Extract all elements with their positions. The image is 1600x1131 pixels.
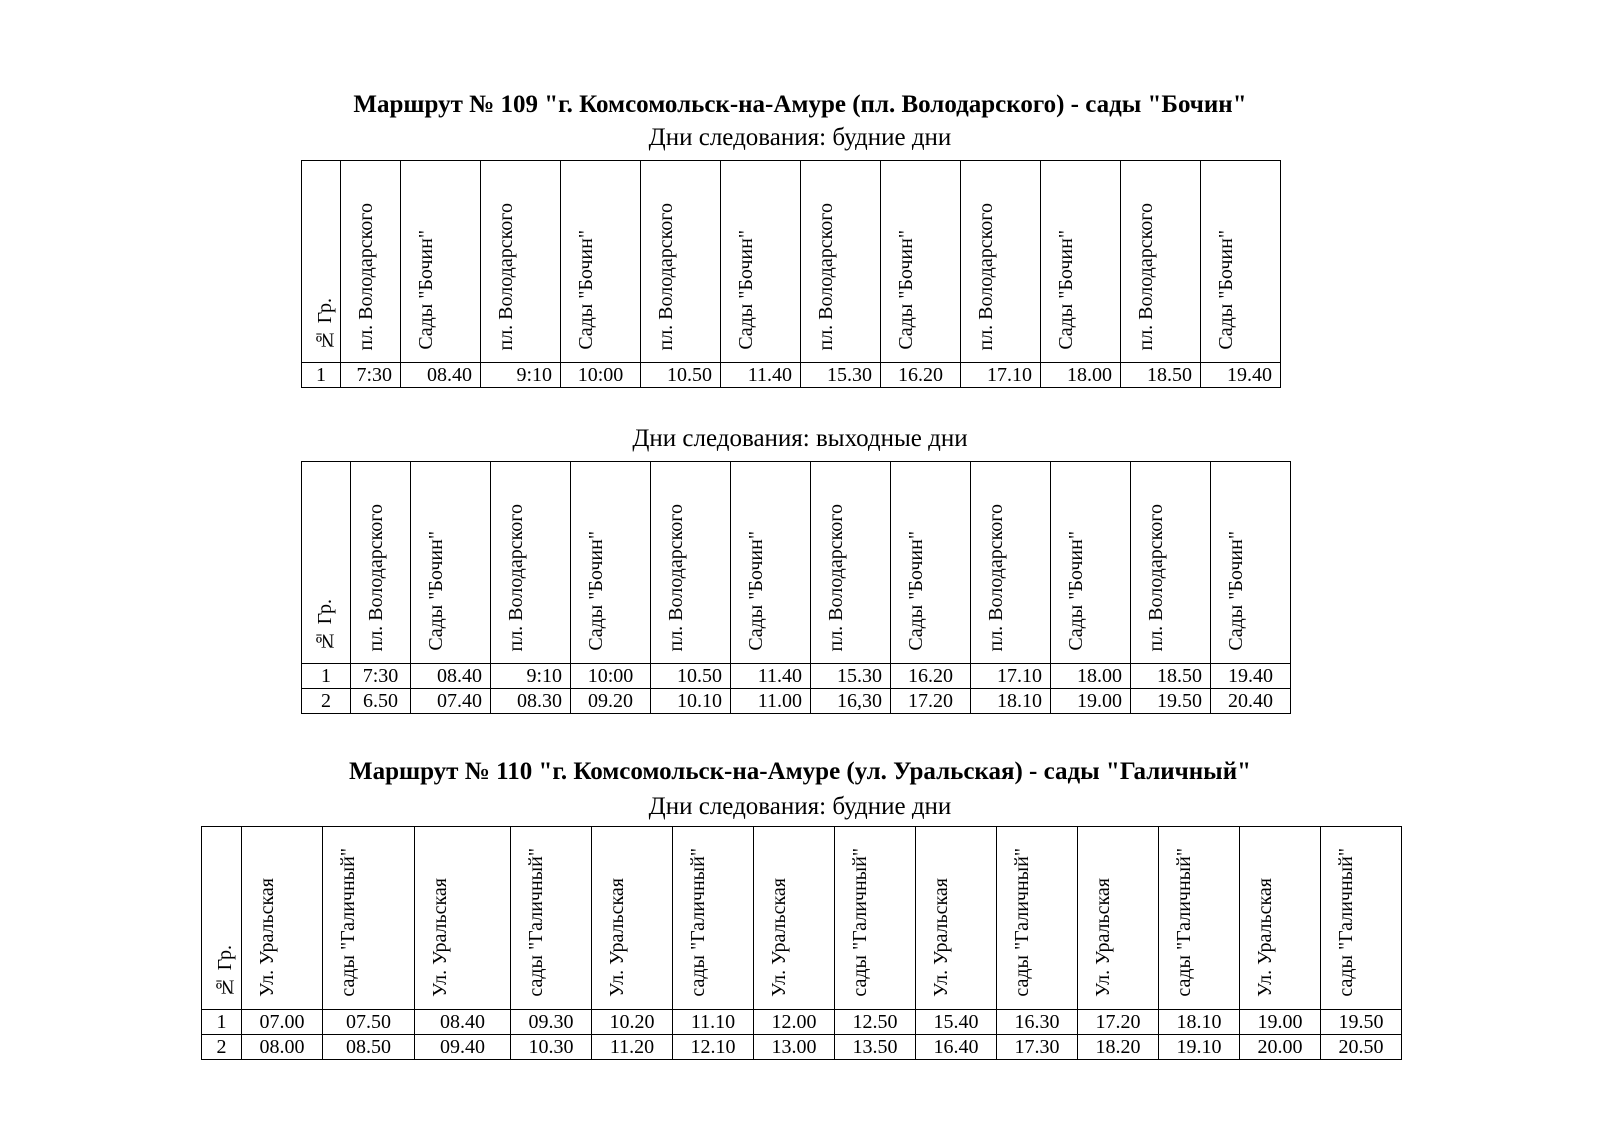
- stop-header: [961, 161, 1041, 363]
- time-cell: 18.20: [1078, 1035, 1159, 1060]
- time-cell: 9:10: [491, 664, 571, 689]
- time-cell: 18.10: [1159, 1010, 1240, 1035]
- time-cell: 12.00: [754, 1010, 835, 1035]
- stop-header: [881, 161, 961, 363]
- time-cell: 09.40: [415, 1035, 511, 1060]
- stop-header: [1201, 161, 1281, 363]
- header-label: пл. Володарского: [815, 202, 837, 350]
- stop-header: [971, 462, 1051, 664]
- stop-header: [571, 462, 651, 664]
- header-label: пл. Володарского: [1135, 202, 1157, 350]
- header-label: пл. Володарского: [1145, 503, 1167, 651]
- time-cell: 10.20: [592, 1010, 673, 1035]
- time-cell: 13.00: [754, 1035, 835, 1060]
- time-cell: 7:30: [341, 363, 401, 388]
- header-label: пл. Володарского: [495, 202, 517, 350]
- table-row: [302, 363, 1281, 388]
- stop-header: [351, 462, 411, 664]
- header-label: № Гр.: [214, 944, 236, 997]
- stop-header: [341, 161, 401, 363]
- header-label: сады "Галичный": [1011, 848, 1033, 997]
- time-cell: 17.10: [971, 664, 1051, 689]
- header-label: пл. Володарского: [505, 503, 527, 651]
- header-label: Ул. Уральская: [429, 878, 451, 997]
- time-cell: 7:30: [351, 664, 411, 689]
- header-label: Сады "Бочин": [745, 531, 767, 651]
- time-cell: 08.40: [401, 363, 481, 388]
- time-cell: 15.30: [801, 363, 881, 388]
- time-cell: 10.50: [651, 664, 731, 689]
- group-number-cell: 1: [302, 363, 341, 388]
- stop-header: [641, 161, 721, 363]
- header-label: сады "Галичный": [1173, 848, 1195, 997]
- route-109-weekends-table: [301, 461, 1291, 714]
- stop-header: [1211, 462, 1291, 664]
- time-cell: 16.40: [916, 1035, 997, 1060]
- time-cell: 09.30: [511, 1010, 592, 1035]
- time-cell: 11.10: [673, 1010, 754, 1035]
- time-cell: 20.00: [1240, 1035, 1321, 1060]
- stop-header: [401, 161, 481, 363]
- stop-header: [511, 827, 592, 1010]
- stop-header: [411, 462, 491, 664]
- route-110-weekdays-label: Дни следования: будние дни: [648, 793, 952, 820]
- group-number-header: [302, 161, 341, 363]
- time-cell: 10.30: [511, 1035, 592, 1060]
- stop-header: [754, 827, 835, 1010]
- time-cell: 11.00: [731, 689, 811, 714]
- time-cell: 18.00: [1051, 664, 1131, 689]
- stop-header: [721, 161, 801, 363]
- time-cell: 08.40: [415, 1010, 511, 1035]
- stop-header: [673, 827, 754, 1010]
- route-109-weekends-label: Дни следования: выходные дни: [632, 425, 968, 452]
- stop-header: [1240, 827, 1321, 1010]
- table-row: [202, 1010, 1402, 1035]
- stop-header: [1041, 161, 1121, 363]
- time-cell: 16.30: [997, 1010, 1078, 1035]
- header-label: Сады "Бочин": [905, 531, 927, 651]
- time-cell: 10:00: [561, 363, 641, 388]
- table-row: [302, 664, 1291, 689]
- header-label: сады "Галичный": [337, 848, 359, 997]
- time-cell: 19.40: [1201, 363, 1281, 388]
- group-number-cell: 1: [302, 664, 351, 689]
- time-cell: 09.20: [571, 689, 651, 714]
- header-label: сады "Галичный": [525, 848, 547, 997]
- header-label: пл. Володарского: [975, 202, 997, 350]
- time-cell: 10.10: [651, 689, 731, 714]
- time-cell: 16,30: [811, 689, 891, 714]
- time-cell: 19.10: [1159, 1035, 1240, 1060]
- header-label: пл. Володарского: [365, 503, 387, 651]
- time-cell: 13.50: [835, 1035, 916, 1060]
- header-label: Сады "Бочин": [1225, 531, 1247, 651]
- group-number-cell: 2: [302, 689, 351, 714]
- time-cell: 17.10: [961, 363, 1041, 388]
- route-109-title: Маршрут № 109 "г. Комсомольск-на-Амуре (пл. Володарского) - сады "Бочин": [353, 91, 1247, 118]
- header-label: Ул. Уральская: [256, 878, 278, 997]
- header-label: сады "Галичный": [1335, 848, 1357, 997]
- route-110-title: Маршрут № 110 "г. Комсомольск-на-Амуре (ул. Уральская) - сады "Галичный": [349, 758, 1251, 785]
- stop-header: [491, 462, 571, 664]
- time-cell: 18.50: [1121, 363, 1201, 388]
- header-label: пл. Володарского: [825, 503, 847, 651]
- header-label: пл. Володарского: [665, 503, 687, 651]
- header-label: Сады "Бочин": [415, 230, 437, 350]
- header-label: Ул. Уральская: [930, 878, 952, 997]
- time-cell: 18.00: [1041, 363, 1121, 388]
- time-cell: 19.00: [1051, 689, 1131, 714]
- route-109-weekdays-table: [301, 160, 1281, 388]
- header-label: Сады "Бочин": [425, 531, 447, 651]
- stop-header: [891, 462, 971, 664]
- stop-header: [1051, 462, 1131, 664]
- time-cell: 10:00: [571, 664, 651, 689]
- route-109-weekdays-label: Дни следования: будние дни: [648, 124, 952, 151]
- group-number-header: [202, 827, 242, 1010]
- header-label: сады "Галичный": [849, 848, 871, 997]
- time-cell: 11.40: [721, 363, 801, 388]
- stop-header: [916, 827, 997, 1010]
- stop-header: [415, 827, 511, 1010]
- stop-header: [481, 161, 561, 363]
- time-cell: 19.00: [1240, 1010, 1321, 1035]
- time-cell: 11.20: [592, 1035, 673, 1060]
- header-label: пл. Володарского: [355, 202, 377, 350]
- group-number-cell: 1: [202, 1010, 242, 1035]
- time-cell: 20.40: [1211, 689, 1291, 714]
- stop-header: [1121, 161, 1201, 363]
- header-label: Ул. Уральская: [606, 878, 628, 997]
- time-cell: 08.50: [323, 1035, 415, 1060]
- stop-header: [835, 827, 916, 1010]
- time-cell: 08.30: [491, 689, 571, 714]
- time-cell: 08.00: [242, 1035, 323, 1060]
- time-cell: 19.50: [1321, 1010, 1402, 1035]
- header-label: Сады "Бочин": [1065, 531, 1087, 651]
- time-cell: 18.10: [971, 689, 1051, 714]
- time-cell: 11.40: [731, 664, 811, 689]
- time-cell: 18.50: [1131, 664, 1211, 689]
- stop-header: [811, 462, 891, 664]
- header-label: Сады "Бочин": [1215, 230, 1237, 350]
- stop-header: [592, 827, 673, 1010]
- time-cell: 19.50: [1131, 689, 1211, 714]
- time-cell: 12.50: [835, 1010, 916, 1035]
- group-number-cell: 2: [202, 1035, 242, 1060]
- time-cell: 15.40: [916, 1010, 997, 1035]
- header-label: Ул. Уральская: [1254, 878, 1276, 997]
- time-cell: 10.50: [641, 363, 721, 388]
- stop-header: [561, 161, 641, 363]
- header-label: Ул. Уральская: [1092, 878, 1114, 997]
- group-number-header: [302, 462, 351, 664]
- time-cell: 17.20: [891, 689, 971, 714]
- stop-header: [242, 827, 323, 1010]
- stop-header: [1078, 827, 1159, 1010]
- stop-header: [651, 462, 731, 664]
- table-row: [302, 689, 1291, 714]
- time-cell: 19.40: [1211, 664, 1291, 689]
- stop-header: [323, 827, 415, 1010]
- header-label: Сады "Бочин": [895, 230, 917, 350]
- time-cell: 16.20: [891, 664, 971, 689]
- time-cell: 08.40: [411, 664, 491, 689]
- table-row: [202, 1035, 1402, 1060]
- header-label: Сады "Бочин": [1055, 230, 1077, 350]
- time-cell: 6.50: [351, 689, 411, 714]
- time-cell: 07.50: [323, 1010, 415, 1035]
- header-label: Сады "Бочин": [575, 230, 597, 350]
- stop-header: [997, 827, 1078, 1010]
- header-label: сады "Галичный": [687, 848, 709, 997]
- header-label: пл. Володарского: [985, 503, 1007, 651]
- stop-header: [731, 462, 811, 664]
- time-cell: 15.30: [811, 664, 891, 689]
- header-label: пл. Володарского: [655, 202, 677, 350]
- header-label: Ул. Уральская: [768, 878, 790, 997]
- route-110-weekdays-table: [201, 826, 1402, 1060]
- stop-header: [1131, 462, 1211, 664]
- time-cell: 17.30: [997, 1035, 1078, 1060]
- time-cell: 12.10: [673, 1035, 754, 1060]
- time-cell: 20.50: [1321, 1035, 1402, 1060]
- header-label: Сады "Бочин": [585, 531, 607, 651]
- time-cell: 07.40: [411, 689, 491, 714]
- stop-header: [801, 161, 881, 363]
- time-cell: 07.00: [242, 1010, 323, 1035]
- time-cell: 16.20: [881, 363, 961, 388]
- header-label: Сады "Бочин": [735, 230, 757, 350]
- time-cell: 17.20: [1078, 1010, 1159, 1035]
- stop-header: [1321, 827, 1402, 1010]
- time-cell: 9:10: [481, 363, 561, 388]
- header-label: № Гр.: [314, 598, 336, 651]
- header-label: № Гр.: [314, 297, 336, 350]
- stop-header: [1159, 827, 1240, 1010]
